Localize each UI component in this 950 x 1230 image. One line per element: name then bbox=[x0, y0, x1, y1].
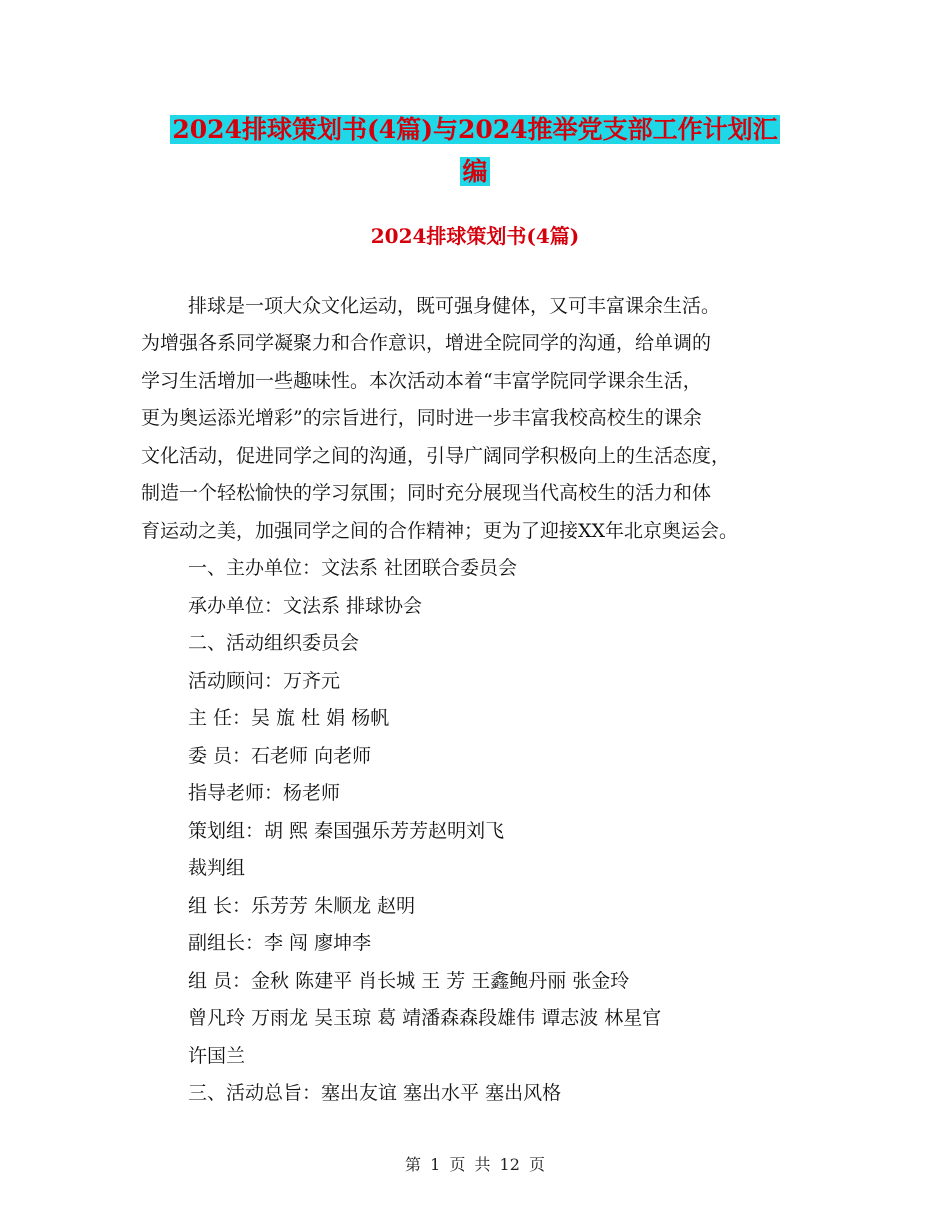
section-title: 2024排球策划书(4篇) bbox=[370, 224, 580, 248]
item-group-members-cont: 许国兰 bbox=[188, 1045, 246, 1067]
item-advisor: 活动顾问：万齐元 bbox=[188, 670, 341, 692]
item-members: 委 员：石老师 向老师 bbox=[188, 745, 372, 767]
document-title-line-2 bbox=[0, 152, 950, 192]
item-instructor: 指导老师：杨老师 bbox=[188, 782, 341, 804]
item-planning-group: 策划组：胡 熙 秦国强乐芳芳赵明刘飞 bbox=[188, 820, 505, 842]
item-deputy-leader: 副组长：李 闯 廖坤李 bbox=[188, 932, 372, 954]
intro-line: 制造一个轻松愉快的学习氛围；同时充分展现当代高校生的活力和体 bbox=[141, 482, 712, 504]
intro-line: 文化活动，促进同学之间的沟通，引导广阔同学积极向上的生活态度， bbox=[141, 445, 731, 467]
item-purpose: 三、活动总旨：塞出友谊 塞出水平 塞出风格 bbox=[188, 1082, 562, 1104]
document-title-text-2: 编 bbox=[462, 157, 488, 186]
document-title-line-1 bbox=[0, 110, 950, 150]
item-group-leader: 组 长：乐芳芳 朱顺龙 赵明 bbox=[188, 895, 416, 917]
item-co-organizer: 承办单位：文法系 排球协会 bbox=[188, 595, 423, 617]
intro-line: 学习生活增加一些趣味性。本次活动本着“丰富学院同学课余生活， bbox=[141, 370, 702, 392]
document-title-text-1: 2024排球策划书(4篇)与2024推举党支部工作计划汇 bbox=[172, 115, 778, 144]
item-director: 主 任：吴 旊 杜 娟 杨帆 bbox=[188, 707, 390, 729]
item-organizer: 一、主办单位：文法系 社团联合委员会 bbox=[188, 557, 518, 579]
intro-line: 排球是一项大众文化运动，既可强身健体，又可丰富课余生活。 bbox=[188, 295, 721, 317]
intro-line: 为增强各系同学凝聚力和合作意识，增进全院同学的沟通，给单调的 bbox=[141, 332, 712, 354]
page-footer: 第 1 页 共 12 页 bbox=[405, 1155, 545, 1174]
intro-line: 育运动之美，加强同学之间的合作精神；更为了迎接XX年北京奥运会。 bbox=[141, 520, 739, 542]
item-group-members: 组 员：金秋 陈建平 肖长城 王 芳 王鑫鲍丹丽 张金玲 bbox=[188, 970, 630, 992]
intro-line: 更为奥运添光增彩”的宗旨进行，同时进一步丰富我校高校生的课余 bbox=[141, 407, 702, 429]
item-group-members-cont: 曾凡玲 万雨龙 吴玉琼 葛 靖潘森森段雄伟 谭志波 林星官 bbox=[188, 1007, 662, 1029]
item-referee-group: 裁判组 bbox=[188, 857, 246, 879]
item-committee-heading: 二、活动组织委员会 bbox=[188, 632, 360, 654]
